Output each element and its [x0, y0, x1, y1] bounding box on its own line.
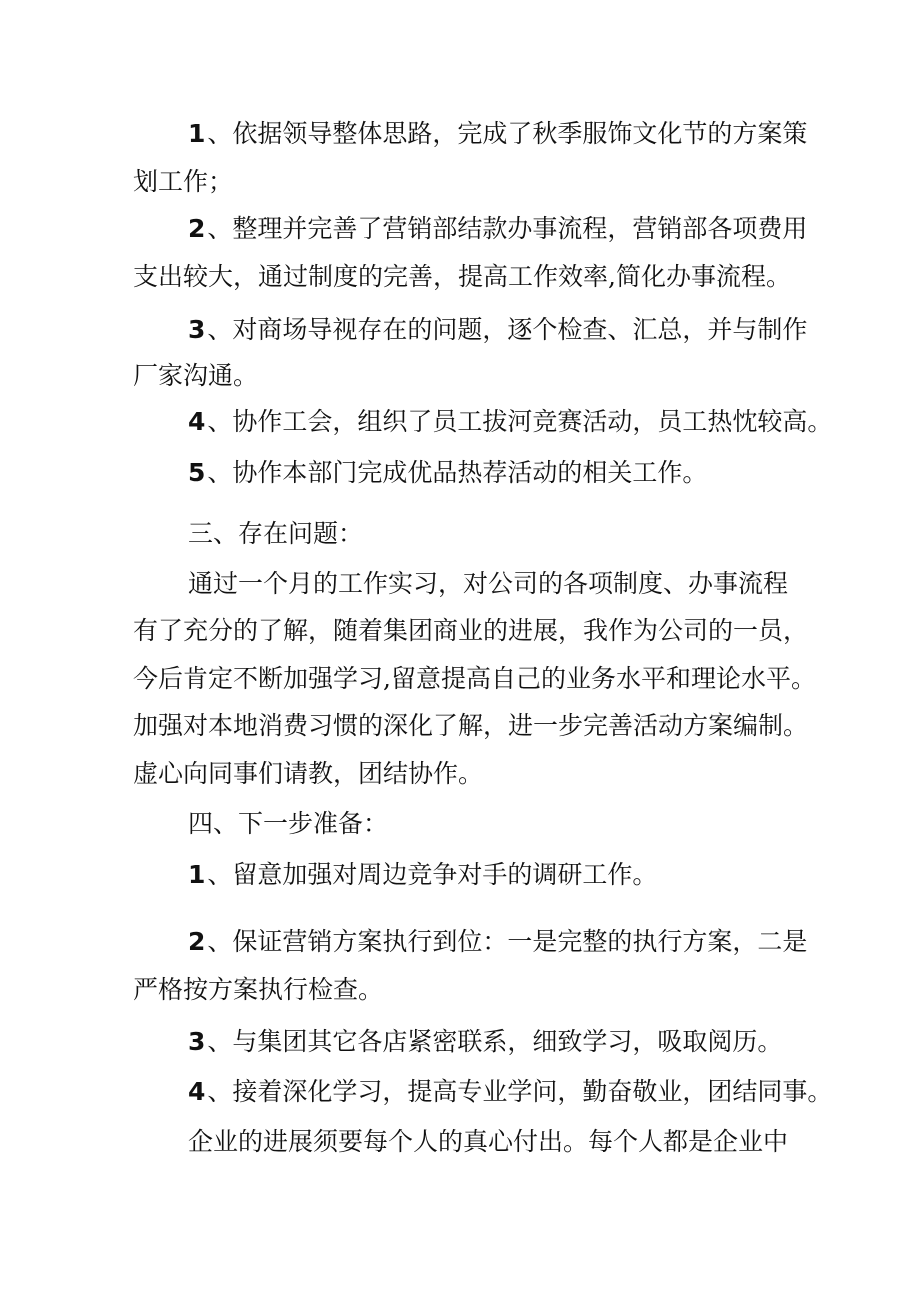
- list-item-3: [188, 313, 807, 347]
- list-item-next-3: [188, 1025, 782, 1059]
- paragraph-line: 有了充分的了解，随着集团商业的进展，我作为公司的一员，: [133, 616, 809, 645]
- item-number: 2: [188, 927, 206, 956]
- item-text: 、依据领导整体思路，完成了秋季服饰文化节的方案策: [207, 119, 808, 148]
- item-text: 、对商场导视存在的问题，逐个检查、汇总，并与制作: [207, 315, 808, 344]
- item-text: 、留意加强对周边竞争对手的调研工作。: [207, 860, 658, 889]
- paragraph-line: 虚心向同事们请教，团结协作。: [133, 759, 484, 788]
- list-item-next-2: [188, 925, 807, 959]
- list-item-next-2-continuation: 严格按方案执行检查。: [133, 975, 384, 1004]
- item-number: 2: [188, 214, 206, 243]
- item-number: 1: [188, 860, 206, 889]
- item-text: 、整理并完善了营销部结款办事流程，营销部各项费用: [207, 214, 808, 243]
- item-number: 4: [188, 1077, 206, 1106]
- item-text: 、协作本部门完成优品热荐活动的相关工作。: [207, 458, 708, 487]
- item-text: 、接着深化学习，提高专业学问，勤奋敬业，团结同事。: [207, 1077, 833, 1106]
- list-item-next-4: [188, 1075, 832, 1109]
- item-number: 3: [188, 1027, 206, 1056]
- item-text: 、协作工会，组织了员工拔河竞赛活动，员工热忱较高。: [207, 407, 833, 436]
- item-text: 、与集团其它各店紧密联系，细致学习，吸取阅历。: [207, 1027, 783, 1056]
- paragraph-line: 通过一个月的工作实习，对公司的各项制度、办事流程: [188, 569, 789, 598]
- section-heading-next-steps: 四、下一步准备：: [188, 809, 389, 838]
- list-item-1-continuation: 划工作；: [133, 167, 234, 196]
- item-number: 5: [188, 458, 206, 487]
- list-item-next-1: [188, 858, 657, 892]
- item-number: 3: [188, 315, 206, 344]
- item-text: 、保证营销方案执行到位：一是完整的执行方案，二是: [207, 927, 808, 956]
- paragraph-line: 今后肯定不断加强学习,留意提高自己的业务水平和理论水平。: [133, 664, 816, 693]
- list-item-3-continuation: 厂家沟通。: [133, 361, 259, 390]
- list-item-2: [188, 212, 807, 246]
- section-heading-problems: 三、存在问题：: [188, 519, 364, 548]
- closing-paragraph-line: 企业的进展须要每个人的真心付出。每个人都是企业中: [188, 1127, 789, 1156]
- item-number: 1: [188, 119, 206, 148]
- item-number: 4: [188, 407, 206, 436]
- list-item-2-continuation: 支出较大，通过制度的完善，提高工作效率,简化办事流程。: [133, 262, 791, 291]
- paragraph-line: 加强对本地消费习惯的深化了解，进一步完善活动方案编制。: [133, 711, 809, 740]
- list-item-1: [188, 117, 807, 151]
- list-item-4: [188, 405, 832, 439]
- list-item-5: [188, 456, 707, 490]
